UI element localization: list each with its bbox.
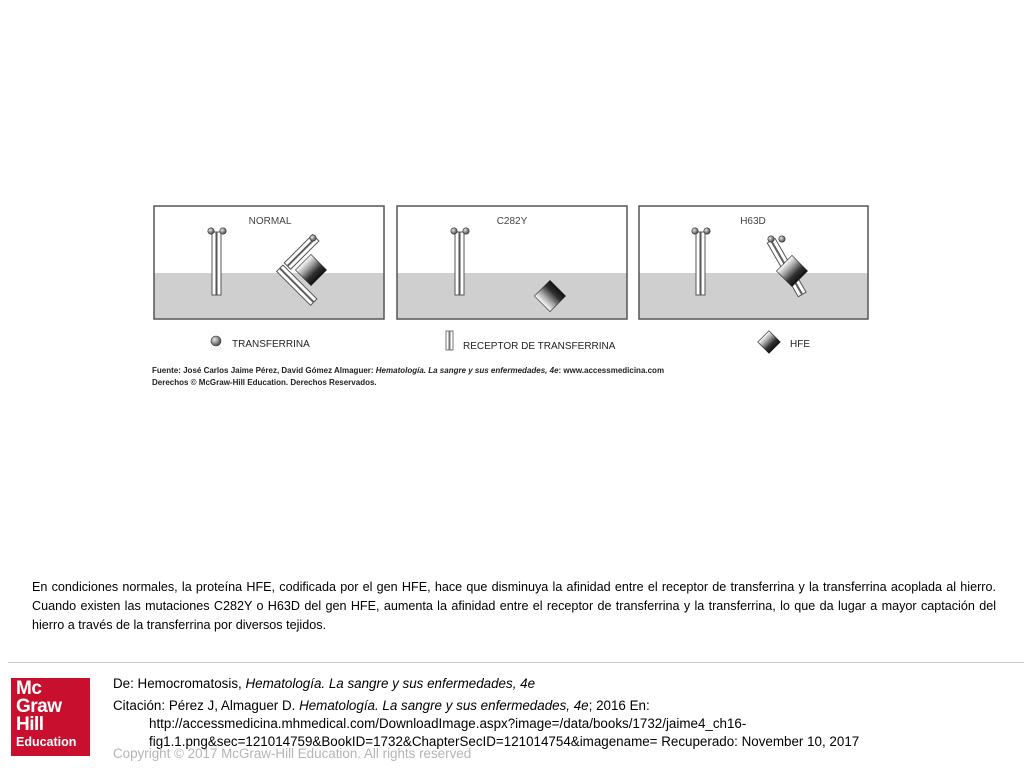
legend-receptor-icon <box>446 331 449 350</box>
legend-hfe: HFE <box>790 339 810 350</box>
cytoplasm-region <box>154 273 384 319</box>
source-line: De: Hemocromatosis, Hematología. La sangre y sus enfermedades, 4e <box>113 676 536 691</box>
legend-hfe-icon <box>758 331 781 354</box>
transferrin-dot <box>692 228 698 234</box>
transferrin-dot <box>463 228 469 234</box>
footer-divider <box>8 662 1024 663</box>
transferrin-dot <box>779 236 785 242</box>
legend-transferrina: TRANSFERRINA <box>232 339 310 350</box>
citation-block <box>113 675 1013 751</box>
transferrin-dot <box>451 228 457 234</box>
transferrin-dot <box>704 228 710 234</box>
transferrin-dot <box>768 236 774 242</box>
mcgraw-hill-logo: Mc Graw Hill Education <box>11 678 90 756</box>
hemochromatosis-figure <box>150 200 872 390</box>
citation-line: Citación: Pérez J, Almaguer D. Hematología. La sangre y sus enfermedades, 4e; 2016 En: <box>113 698 650 713</box>
transferrin-dot <box>220 228 226 234</box>
cytoplasm-region <box>397 273 627 319</box>
panel-title: H63D <box>740 216 766 227</box>
citation-url-1[interactable]: http://accessmedicina.mhmedical.com/DownloadImage.aspx?image=/data/books/1732/jaime4_ch16- <box>149 716 747 731</box>
figure-legend <box>211 331 810 354</box>
panel-h63d <box>639 206 868 319</box>
cytoplasm-region <box>639 273 868 319</box>
figure-source: Fuente: José Carlos Jaime Pérez, David Gómez Almaguer: Hematología. La sangre y sus enfermedades, 4e: www.accessmedicina.com <box>152 366 665 375</box>
figure-caption: En condiciones normales, la proteína HFE, codificada por el gen HFE, hace que disminuya la afinidad entre el receptor de transferrina y la transferrina acoplada al hierro. Cuando existen las mutaciones C282Y o H63D del gen HFE, aumenta la afinidad entre el receptor de transferrina y la transferrina, lo que da lugar a mayor captación del hierro a través de la transferrina por diversos tejidos. <box>32 580 996 632</box>
panel-title: C282Y <box>496 216 528 227</box>
legend-transferrin-icon <box>211 336 221 346</box>
copyright-notice: Copyright © 2017 McGraw-Hill Education. All rights reserved <box>113 746 472 761</box>
figure-rights: Derechos © McGraw-Hill Education. Derechos Reservados. <box>152 378 377 387</box>
panel-title: NORMAL <box>248 216 292 227</box>
transferrin-dot <box>310 235 316 241</box>
citation-url-2[interactable]: fig1.1.png&sec=121014759&BookID=1732&ChapterSecID=121014754&imagename= Recuperado: November 10, 2017 <box>149 734 860 749</box>
transferrin-dot <box>208 228 214 234</box>
panel-c282y <box>397 206 627 319</box>
panel-normal <box>154 206 384 319</box>
legend-receptor: RECEPTOR DE TRANSFERRINA <box>463 341 616 352</box>
